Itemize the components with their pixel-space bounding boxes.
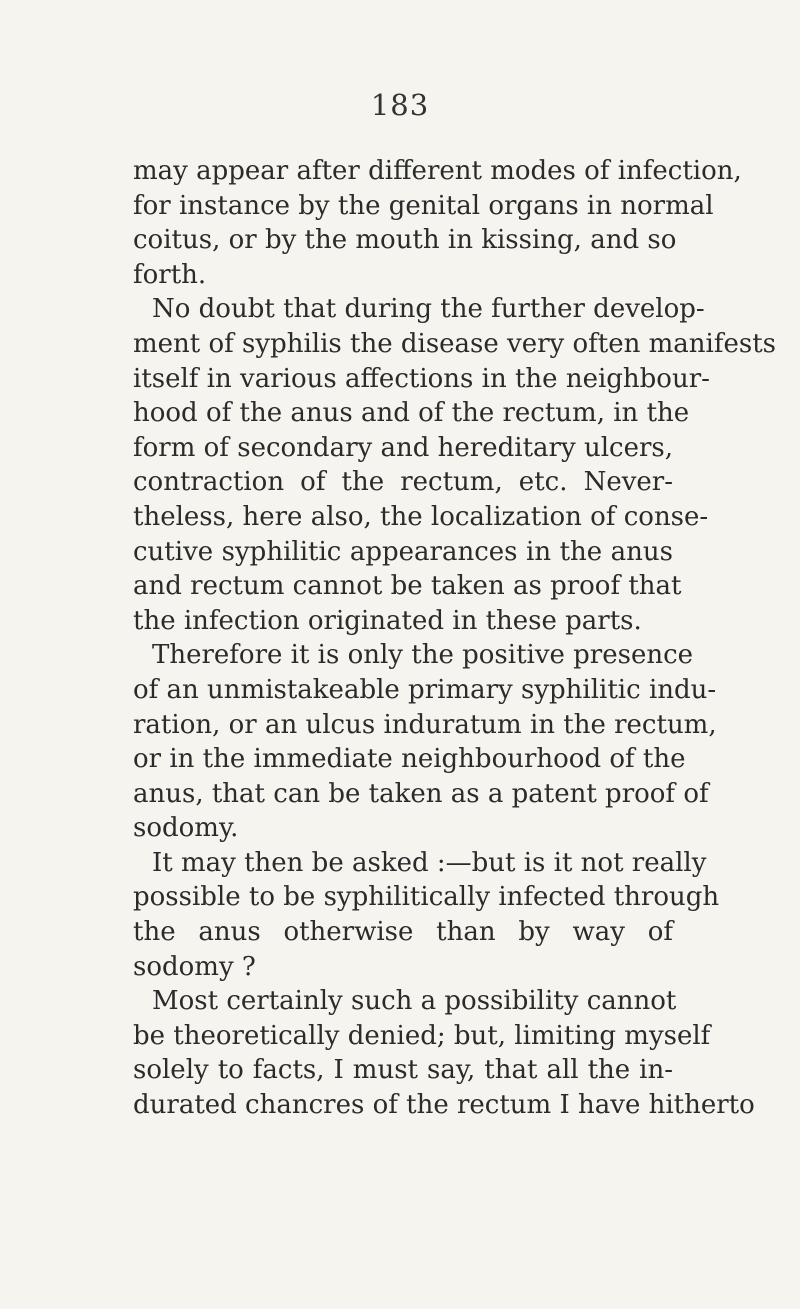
text-line: theless, here also, the localization of conse- (133, 501, 709, 532)
text-line: No doubt that during the further develop- (152, 294, 705, 325)
text-line: of an unmistakeable primary syphilitic indu- (133, 674, 717, 705)
text-line: sodomy. (133, 813, 239, 844)
text-line: sodomy ? (133, 951, 256, 982)
text-line: possible to be syphilitically infected through (133, 882, 720, 913)
text-line: anus, that can be taken as a patent proof of (133, 778, 709, 809)
text-line: the infection originated in these parts. (133, 605, 642, 636)
text-line: itself in various affections in the neighbour- (133, 363, 710, 394)
text-line: solely to facts, I must say, that all the in- (133, 1055, 673, 1086)
text-line: ment of syphilis the disease very often manifests (133, 328, 776, 359)
text-line: for instance by the genital organs in normal (133, 190, 714, 221)
text-line: or in the immediate neighbourhood of the (133, 744, 686, 775)
text-line: forth. (133, 259, 207, 290)
text-line: form of secondary and hereditary ulcers, (133, 432, 673, 463)
page-number: 183 (370, 88, 430, 122)
text-line: Therefore it is only the positive presence (152, 640, 694, 671)
text-line: ration, or an ulcus induratum in the rectum, (133, 709, 717, 740)
text-line: and rectum cannot be taken as proof that (133, 571, 682, 602)
text-line: coitus, or by the mouth in kissing, and so (133, 225, 677, 256)
text-line: be theoretically denied; but, limiting myself (133, 1020, 711, 1051)
body-text (133, 154, 776, 1123)
text-line: Most certainly such a possibility cannot (152, 986, 677, 1017)
text-line: It may then be asked :—but is it not really (152, 847, 707, 878)
text-line: the anus otherwise than by way of (133, 917, 673, 948)
text-line: hood of the anus and of the rectum, in the (133, 398, 690, 429)
text-line: cutive syphilitic appearances in the anus (133, 536, 673, 567)
text-line: durated chancres of the rectum I have hitherto (133, 1090, 755, 1121)
text-line: may appear after different modes of infection, (133, 156, 742, 186)
text-line: contraction of the rectum, etc. Never- (133, 467, 673, 498)
